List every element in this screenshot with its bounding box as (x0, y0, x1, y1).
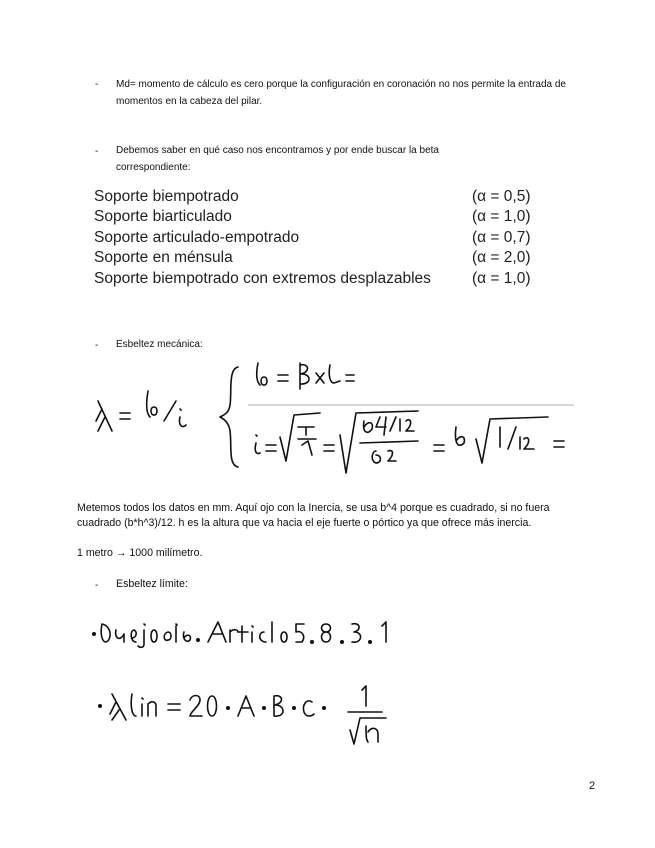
alpha-value: (α = 0,5) (472, 188, 531, 205)
alpha-value: (α = 1,0) (472, 208, 531, 225)
esbeltez-limite-heading: Esbeltez límite: (116, 578, 188, 590)
support-label: Soporte articulado-empotrado (94, 229, 300, 246)
beta-instruction-text: Debemos saber en qué caso nos encontramos y por ende buscar la beta correspondiente: (116, 145, 439, 173)
bullet-dash: - (95, 79, 99, 90)
alpha-value: (α = 0,7) (472, 229, 531, 246)
handwritten-article-reference (90, 612, 400, 652)
unit-conversion-text: 1 metro → 1000 milímetro. (77, 547, 203, 559)
support-label: Soporte biempotrado con extremos desplazables (94, 270, 431, 287)
esbeltez-mecanica-heading: Esbeltez mecánica: (116, 339, 203, 350)
bullet-dash: - (95, 146, 99, 157)
support-label: Soporte biarticulado (94, 208, 232, 225)
md-definition-text: Md= momento de cálculo es cero porque la configuración en coronación no nos permite la entrada de momentos en la cabeza del pilar. (116, 79, 566, 107)
table-row (94, 188, 534, 208)
table-row (94, 249, 534, 269)
alpha-value: (α = 2,0) (472, 249, 531, 266)
page-number: 2 (589, 780, 596, 792)
table-row (94, 208, 534, 228)
handwritten-lambda-lim-formula (96, 680, 406, 752)
support-label: Soporte biempotrado (94, 188, 239, 205)
bullet-dash: - (95, 580, 99, 591)
table-row (94, 270, 534, 290)
table-row (94, 229, 534, 249)
inercia-explanation-text: Metemos todos los datos en mm. Aquí ojo con la Inercia, se usa b^4 porque es cuadrado, si no fuera cuadrado (b*h^3)/12. h es la altura que va hacia el eje fuerte o pórtico ya que ofrece más inercia. (77, 502, 550, 529)
handwritten-slenderness-formula (88, 355, 578, 483)
support-label: Soporte en ménsula (94, 249, 233, 266)
alpha-value: (α = 1,0) (472, 270, 531, 287)
bullet-dash: - (95, 340, 99, 351)
